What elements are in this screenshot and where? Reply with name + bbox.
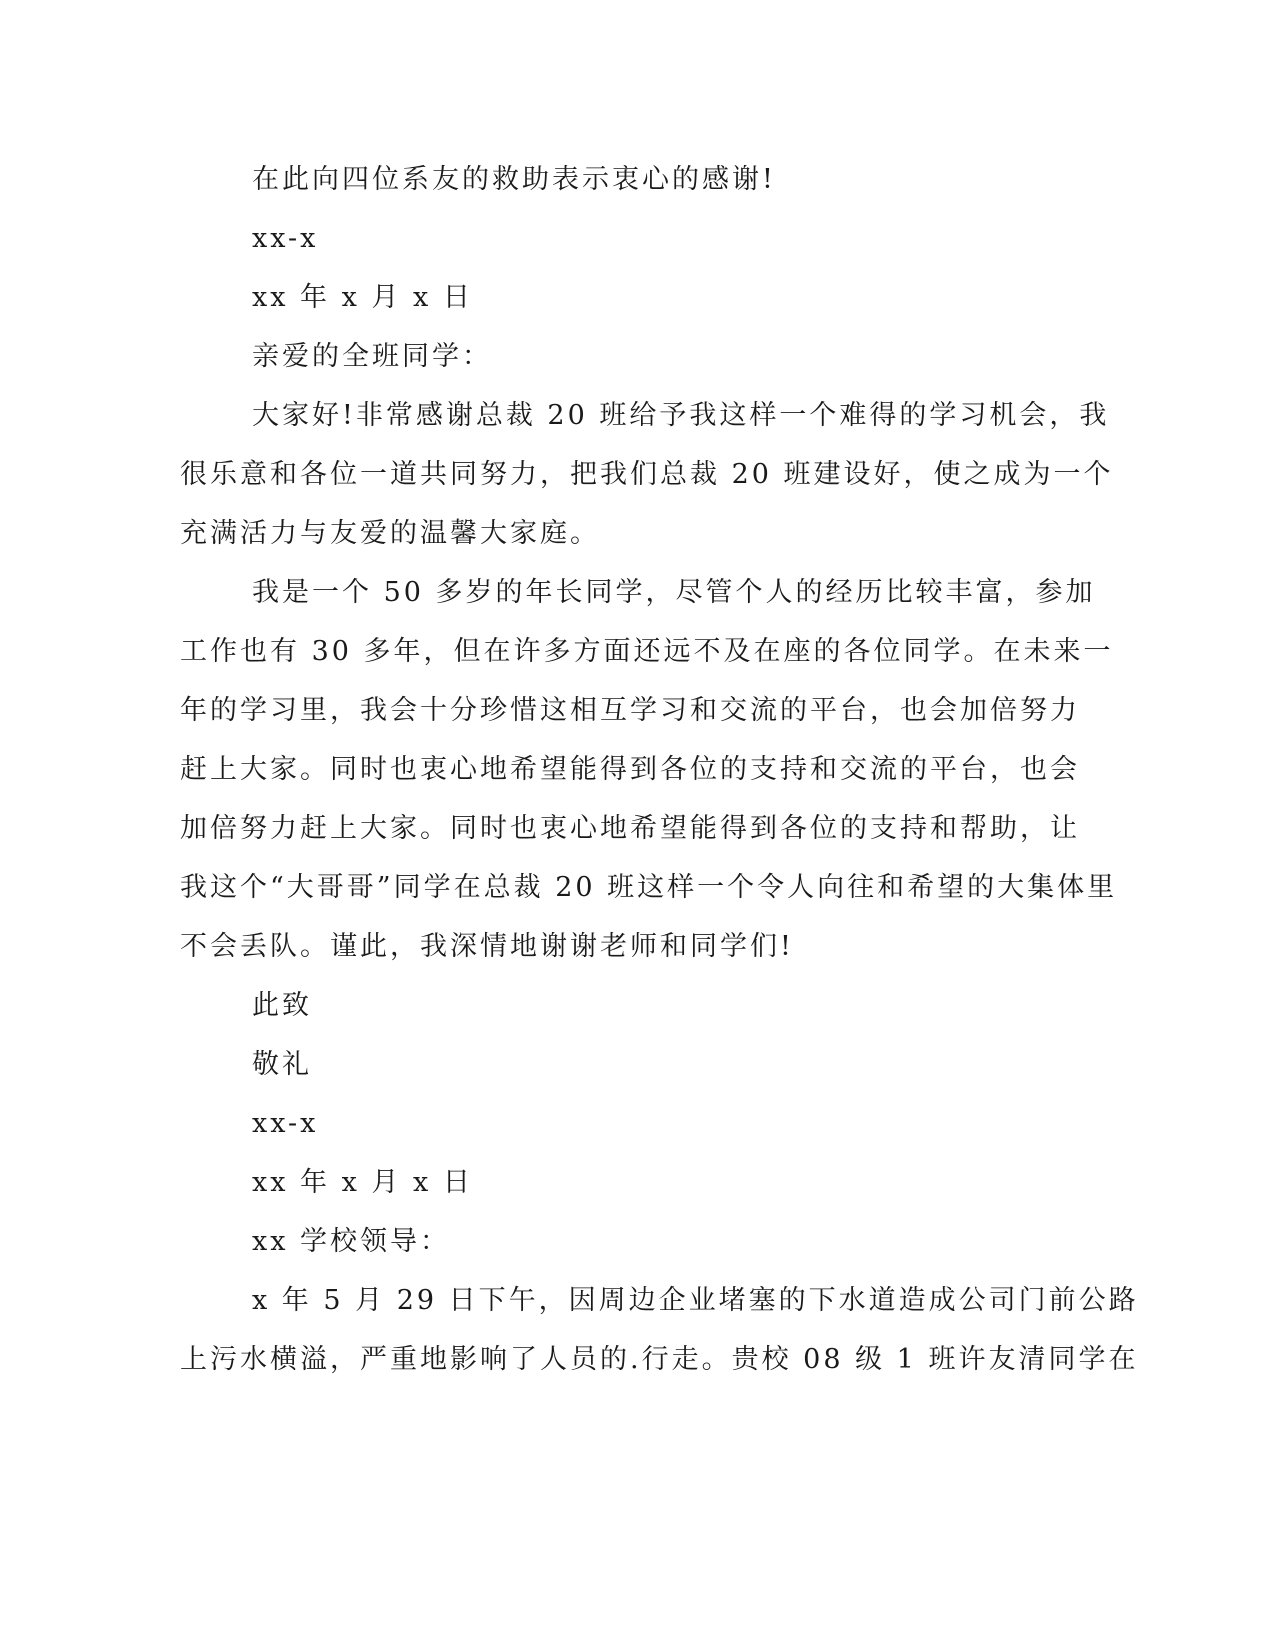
salutation-line: 亲爱的全班同学： xyxy=(252,341,492,372)
paragraph-line: 赶上大家。同时也衷心地希望能得到各位的支持和交流的平台，也会 xyxy=(180,754,1080,785)
paragraph-line: 充满活力与友爱的温馨大家庭。 xyxy=(180,518,600,549)
paragraph-line: 工作也有 30 多年，但在许多方面还远不及在座的各位同学。在未来一 xyxy=(180,636,1114,667)
date-line: xx 年 x 月 x 日 xyxy=(252,1167,473,1198)
paragraph-line: 我这个“大哥哥”同学在总裁 20 班这样一个令人向往和希望的大集体里 xyxy=(180,872,1118,903)
paragraph-line: 年的学习里，我会十分珍惜这相互学习和交流的平台，也会加倍努力 xyxy=(180,695,1080,726)
closing-line: 此致 xyxy=(252,990,312,1021)
paragraph-line: 不会丢队。谨此，我深情地谢谢老师和同学们! xyxy=(180,931,794,962)
paragraph-line: 上污水横溢，严重地影响了人员的.行走。贵校 08 级 1 班许友清同学在 xyxy=(180,1344,1139,1375)
date-line: xx 年 x 月 x 日 xyxy=(252,282,473,313)
paragraph-line: x 年 5 月 29 日下午，因周边企业堵塞的下水道造成公司门前公路 xyxy=(252,1285,1139,1316)
closing-line: 敬礼 xyxy=(252,1049,312,1080)
paragraph-line: 加倍努力赶上大家。同时也衷心地希望能得到各位的支持和帮助，让 xyxy=(180,813,1080,844)
signature-line: xx-x xyxy=(252,223,319,254)
text-line: 在此向四位系友的救助表示衷心的感谢! xyxy=(252,164,776,195)
salutation-line: xx 学校领导： xyxy=(252,1226,451,1257)
signature-line: xx-x xyxy=(252,1108,319,1139)
paragraph-line: 很乐意和各位一道共同努力，把我们总裁 20 班建设好，使之成为一个 xyxy=(180,459,1114,490)
paragraph-line: 我是一个 50 多岁的年长同学，尽管个人的经历比较丰富，参加 xyxy=(252,577,1096,608)
paragraph-line: 大家好!非常感谢总裁 20 班给予我这样一个难得的学习机会，我 xyxy=(252,400,1110,431)
